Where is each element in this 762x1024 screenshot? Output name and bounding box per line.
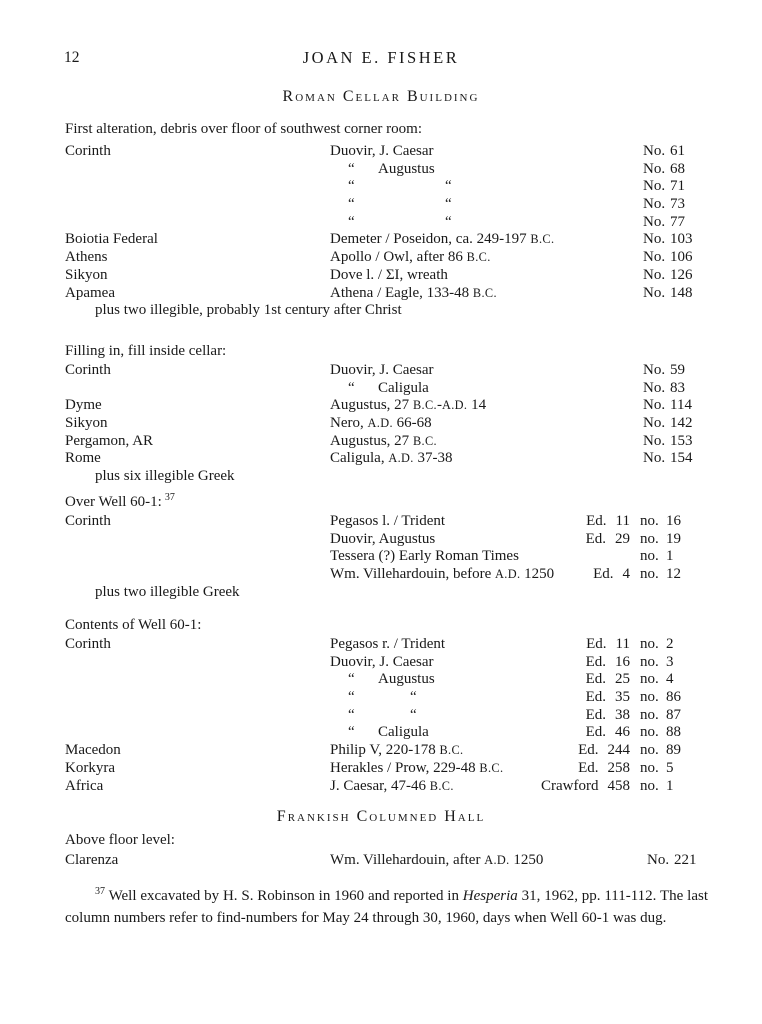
footnote-marker: 37 — [95, 886, 105, 897]
table-row — [65, 415, 710, 433]
section-note: plus six illegible Greek — [95, 468, 235, 485]
catalogue-reference — [643, 362, 685, 380]
description-cell: Dove l. / ΣΙ, wreath — [330, 266, 448, 283]
find-number-value: 16 — [666, 513, 681, 529]
find-number-label: no. — [640, 777, 659, 794]
description-cell: Duovir, J. Caesar — [330, 362, 434, 378]
section-heading: Above floor level: — [65, 832, 175, 848]
find-number-label: no. — [640, 566, 659, 583]
edition-label: Ed. — [585, 724, 606, 741]
catalogue-number: 77 — [670, 213, 685, 230]
description-cell: Duovir, J. Caesar — [330, 143, 434, 159]
catalogue-label: No. — [643, 379, 666, 396]
ditto-mark: “ — [348, 706, 355, 723]
find-number-label: no. — [640, 724, 659, 741]
location-cell: Boiotia Federal — [65, 231, 158, 248]
description-cell: Wm. Villehardouin, after A.D. 1250 — [330, 852, 544, 868]
ditto-mark: “ — [348, 724, 355, 741]
location-cell: Korkyra — [65, 759, 115, 776]
find-number-reference — [640, 654, 674, 672]
catalogue-reference — [643, 196, 685, 214]
find-number-label: no. — [640, 513, 659, 529]
description-cell: Duovir, J. Caesar — [330, 653, 434, 670]
location-cell: Africa — [65, 777, 104, 794]
description-cell: Philip V, 220-178 B.C. — [330, 742, 464, 759]
edition-number: 46 — [615, 724, 630, 741]
section-heading: Filling in, fill inside cellar: — [65, 343, 227, 359]
edition-label: Ed. — [585, 671, 606, 688]
find-number-value: 3 — [666, 653, 674, 670]
catalogue-reference — [643, 380, 685, 398]
ditto-mark: “ — [348, 213, 355, 230]
edition-number: 29 — [615, 530, 630, 547]
catalogue-label: No. — [643, 450, 666, 467]
catalogue-reference — [643, 267, 693, 285]
find-number-value: 86 — [666, 689, 681, 706]
running-head-author: JOAN E. FISHER — [302, 48, 460, 67]
edition-label: Ed. — [578, 742, 599, 759]
coin-list — [65, 362, 710, 468]
catalogue-number: 73 — [670, 196, 685, 213]
location-cell: Corinth — [65, 362, 111, 378]
table-row — [65, 249, 710, 267]
catalogue-number: 59 — [670, 362, 685, 378]
edition-number: 11 — [615, 636, 630, 652]
ditto-mark: “ — [445, 178, 452, 195]
find-number-reference — [640, 513, 681, 531]
catalogue-label: No. — [643, 143, 666, 159]
table-row — [65, 531, 710, 549]
table-row — [65, 196, 710, 214]
table-row — [65, 636, 710, 654]
find-number-label: no. — [640, 653, 659, 670]
section-first-alteration — [65, 120, 710, 320]
find-number-reference — [640, 707, 681, 725]
ditto-mark: “ — [348, 178, 355, 195]
catalogue-reference — [647, 852, 697, 870]
description-cell: Augustus, 27 B.C. — [330, 432, 437, 449]
find-number-label: no. — [640, 706, 659, 723]
edition-reference — [505, 513, 630, 531]
find-number-reference — [640, 778, 674, 796]
ditto-mark: “ — [348, 160, 355, 177]
edition-reference — [505, 760, 630, 778]
table-row — [65, 161, 710, 179]
catalogue-reference — [643, 450, 693, 468]
table-row — [65, 450, 710, 468]
location-cell: Dyme — [65, 397, 102, 414]
edition-label: Ed. — [585, 653, 606, 670]
edition-label: Ed. — [578, 759, 599, 776]
catalogue-label: No. — [647, 852, 670, 868]
catalogue-number: 126 — [670, 266, 693, 283]
coin-list — [65, 636, 710, 795]
ditto-mark: “ — [348, 689, 355, 706]
edition-number: 35 — [615, 689, 630, 706]
find-number-value: 12 — [666, 566, 681, 583]
description-cell: Augustus — [378, 160, 435, 177]
catalogue-label: No. — [643, 362, 666, 378]
description-cell: Duovir, Augustus — [330, 530, 436, 547]
catalogue-label: No. — [643, 284, 666, 301]
footnote-reference: 37 — [164, 492, 175, 503]
edition-reference — [505, 654, 630, 672]
find-number-reference — [640, 548, 674, 566]
edition-reference — [505, 671, 630, 689]
table-row — [65, 707, 710, 725]
catalogue-label: No. — [643, 196, 666, 213]
description-cell: Caligula — [378, 379, 429, 396]
coin-list — [65, 852, 710, 870]
description-cell: Caligula — [378, 724, 429, 741]
edition-label: Ed. — [586, 513, 607, 529]
description-cell: Wm. Villehardouin, before A.D. 1250 — [330, 566, 555, 583]
catalogue-label: No. — [643, 415, 666, 432]
location-cell: Clarenza — [65, 852, 119, 868]
catalogue-reference — [643, 214, 685, 232]
location-cell: Rome — [65, 450, 101, 467]
coin-list — [65, 513, 710, 584]
description-cell: Demeter / Poseidon, ca. 249-197 B.C. — [330, 231, 555, 248]
page-number: 12 — [64, 49, 80, 66]
catalogue-reference — [643, 249, 693, 267]
find-number-value: 1 — [666, 777, 674, 794]
catalogue-number: 221 — [674, 852, 697, 868]
catalogue-reference — [643, 433, 693, 451]
find-number-reference — [640, 636, 674, 654]
section-title-frankish-columned-hall: Frankish Columned Hall — [276, 808, 486, 825]
find-number-reference — [640, 671, 674, 689]
find-number-value: 5 — [666, 759, 674, 776]
catalogue-reference — [643, 231, 693, 249]
edition-reference — [505, 531, 630, 549]
location-cell: Pergamon, AR — [65, 432, 154, 449]
find-number-label: no. — [640, 530, 659, 547]
find-number-value: 4 — [666, 671, 674, 688]
description-cell: Augustus, 27 B.C.-A.D. 14 — [330, 397, 487, 414]
edition-reference — [505, 636, 630, 654]
find-number-reference — [640, 760, 674, 778]
ditto-mark: “ — [410, 689, 417, 706]
location-cell: Athens — [65, 249, 108, 266]
edition-number: 258 — [607, 759, 630, 776]
description-cell: Caligula, A.D. 37-38 — [330, 450, 453, 467]
edition-number: 25 — [615, 671, 630, 688]
catalogue-number: 103 — [670, 231, 693, 248]
table-row — [65, 214, 710, 232]
ditto-mark: “ — [410, 706, 417, 723]
find-number-value: 87 — [666, 706, 681, 723]
location-cell: Apamea — [65, 284, 115, 301]
table-row — [65, 513, 710, 531]
edition-label: Ed. — [585, 689, 606, 706]
table-row — [65, 178, 710, 196]
catalogue-label: No. — [643, 249, 666, 266]
edition-reference — [505, 778, 630, 796]
section-heading: First alteration, debris over floor of southwest corner room: — [65, 121, 422, 137]
catalogue-number: 68 — [670, 160, 685, 177]
catalogue-number: 114 — [670, 397, 692, 414]
catalogue-reference — [643, 415, 693, 433]
description-cell: Nero, A.D. 66-68 — [330, 415, 432, 432]
catalogue-label: No. — [643, 160, 666, 177]
find-number-reference — [640, 531, 681, 549]
section-heading-text: Over Well 60-1: — [65, 494, 162, 510]
catalogue-number: 148 — [670, 284, 693, 301]
location-cell: Corinth — [65, 636, 111, 652]
description-cell: Pegasos l. / Trident — [330, 513, 446, 529]
catalogue-number: 153 — [670, 432, 693, 449]
section-filling-in — [65, 342, 710, 486]
edition-reference — [505, 707, 630, 725]
section-note: plus two illegible, probably 1st century after Christ — [95, 302, 402, 319]
location-cell: Sikyon — [65, 266, 108, 283]
table-row — [65, 760, 710, 778]
description-cell: J. Caesar, 47-46 B.C. — [330, 777, 454, 794]
section-note: plus two illegible Greek — [95, 583, 240, 600]
section-title-roman-cellar-building: Roman Cellar Building — [282, 88, 480, 105]
catalogue-reference — [643, 397, 692, 415]
section-heading — [65, 493, 710, 511]
section-heading: Contents of Well 60-1: — [65, 617, 202, 633]
table-row — [65, 285, 710, 303]
find-number-value: 88 — [666, 724, 681, 741]
catalogue-label: No. — [643, 432, 666, 449]
catalogue-reference — [643, 161, 685, 179]
edition-label: Ed. — [585, 706, 606, 723]
table-row — [65, 143, 710, 161]
ditto-mark: “ — [348, 196, 355, 213]
find-number-reference — [640, 724, 681, 742]
section-contents-of-well — [65, 616, 710, 795]
ditto-mark: “ — [348, 671, 355, 688]
catalogue-number: 154 — [670, 450, 693, 467]
edition-label: Ed. — [585, 530, 606, 547]
catalogue-number: 61 — [670, 143, 685, 159]
table-row — [65, 566, 710, 584]
table-row — [65, 852, 710, 870]
ditto-mark: “ — [445, 213, 452, 230]
catalogue-label: No. — [643, 178, 666, 195]
description-cell: Tessera (?) Early Roman Times — [330, 548, 519, 565]
catalogue-number: 71 — [670, 178, 685, 195]
table-row — [65, 433, 710, 451]
description-cell: Apollo / Owl, after 86 B.C. — [330, 249, 491, 266]
find-number-label: no. — [640, 548, 659, 565]
table-row — [65, 654, 710, 672]
find-number-value: 1 — [666, 548, 674, 565]
edition-reference — [505, 724, 630, 742]
find-number-reference — [640, 742, 681, 760]
description-cell: Pegasos r. / Trident — [330, 636, 446, 652]
catalogue-label: No. — [643, 397, 666, 414]
table-row — [65, 778, 710, 796]
location-cell: Macedon — [65, 742, 121, 759]
table-row — [65, 742, 710, 760]
coin-list — [65, 143, 710, 302]
edition-reference — [505, 689, 630, 707]
footnote-text: Well excavated by H. S. Robinson in 1960 and reported in Hesperia 31, 1962, pp. 111-112. The last column numbers refer to find-numbers for May 24 through 30, 1960, days when Well 60-1 was dug. — [65, 888, 708, 926]
find-number-reference — [640, 566, 681, 584]
find-number-label: no. — [640, 671, 659, 688]
edition-reference — [505, 566, 630, 584]
find-number-label: no. — [640, 689, 659, 706]
catalogue-reference — [643, 143, 685, 161]
table-row — [65, 267, 710, 285]
find-number-value: 89 — [666, 742, 681, 759]
description-cell: Athena / Eagle, 133-48 B.C. — [330, 284, 497, 301]
section-over-well — [65, 493, 710, 601]
location-cell: Sikyon — [65, 415, 108, 432]
table-row — [65, 397, 710, 415]
location-cell: Corinth — [65, 143, 111, 159]
catalogue-number: 83 — [670, 379, 685, 396]
table-row — [65, 231, 710, 249]
table-row — [65, 724, 710, 742]
edition-number: 38 — [615, 706, 630, 723]
edition-label: Crawford — [541, 777, 599, 794]
find-number-label: no. — [640, 742, 659, 759]
table-row — [65, 548, 710, 566]
catalogue-number: 106 — [670, 249, 693, 266]
catalogue-label: No. — [643, 266, 666, 283]
find-number-value: 19 — [666, 530, 681, 547]
footnote — [65, 886, 708, 929]
edition-number: 11 — [615, 513, 630, 529]
edition-number: 244 — [607, 742, 630, 759]
find-number-label: no. — [640, 636, 659, 652]
catalogue-reference — [643, 285, 693, 303]
edition-number: 458 — [607, 777, 630, 794]
find-number-label: no. — [640, 759, 659, 776]
edition-number: 16 — [615, 653, 630, 670]
edition-label: Ed. — [593, 566, 614, 583]
find-number-reference — [640, 689, 681, 707]
catalogue-label: No. — [643, 213, 666, 230]
find-number-value: 2 — [666, 636, 674, 652]
table-row — [65, 362, 710, 380]
edition-number: 4 — [622, 566, 630, 583]
catalogue-label: No. — [643, 231, 666, 248]
catalogue-reference — [643, 178, 685, 196]
table-row — [65, 380, 710, 398]
edition-label: Ed. — [586, 636, 607, 652]
description-cell: Augustus — [378, 671, 435, 688]
ditto-mark: “ — [445, 196, 452, 213]
ditto-mark: “ — [348, 379, 355, 396]
table-row — [65, 689, 710, 707]
edition-reference — [505, 742, 630, 760]
table-row — [65, 671, 710, 689]
location-cell: Corinth — [65, 513, 111, 529]
catalogue-number: 142 — [670, 415, 693, 432]
description-cell: Herakles / Prow, 229-48 B.C. — [330, 759, 504, 776]
